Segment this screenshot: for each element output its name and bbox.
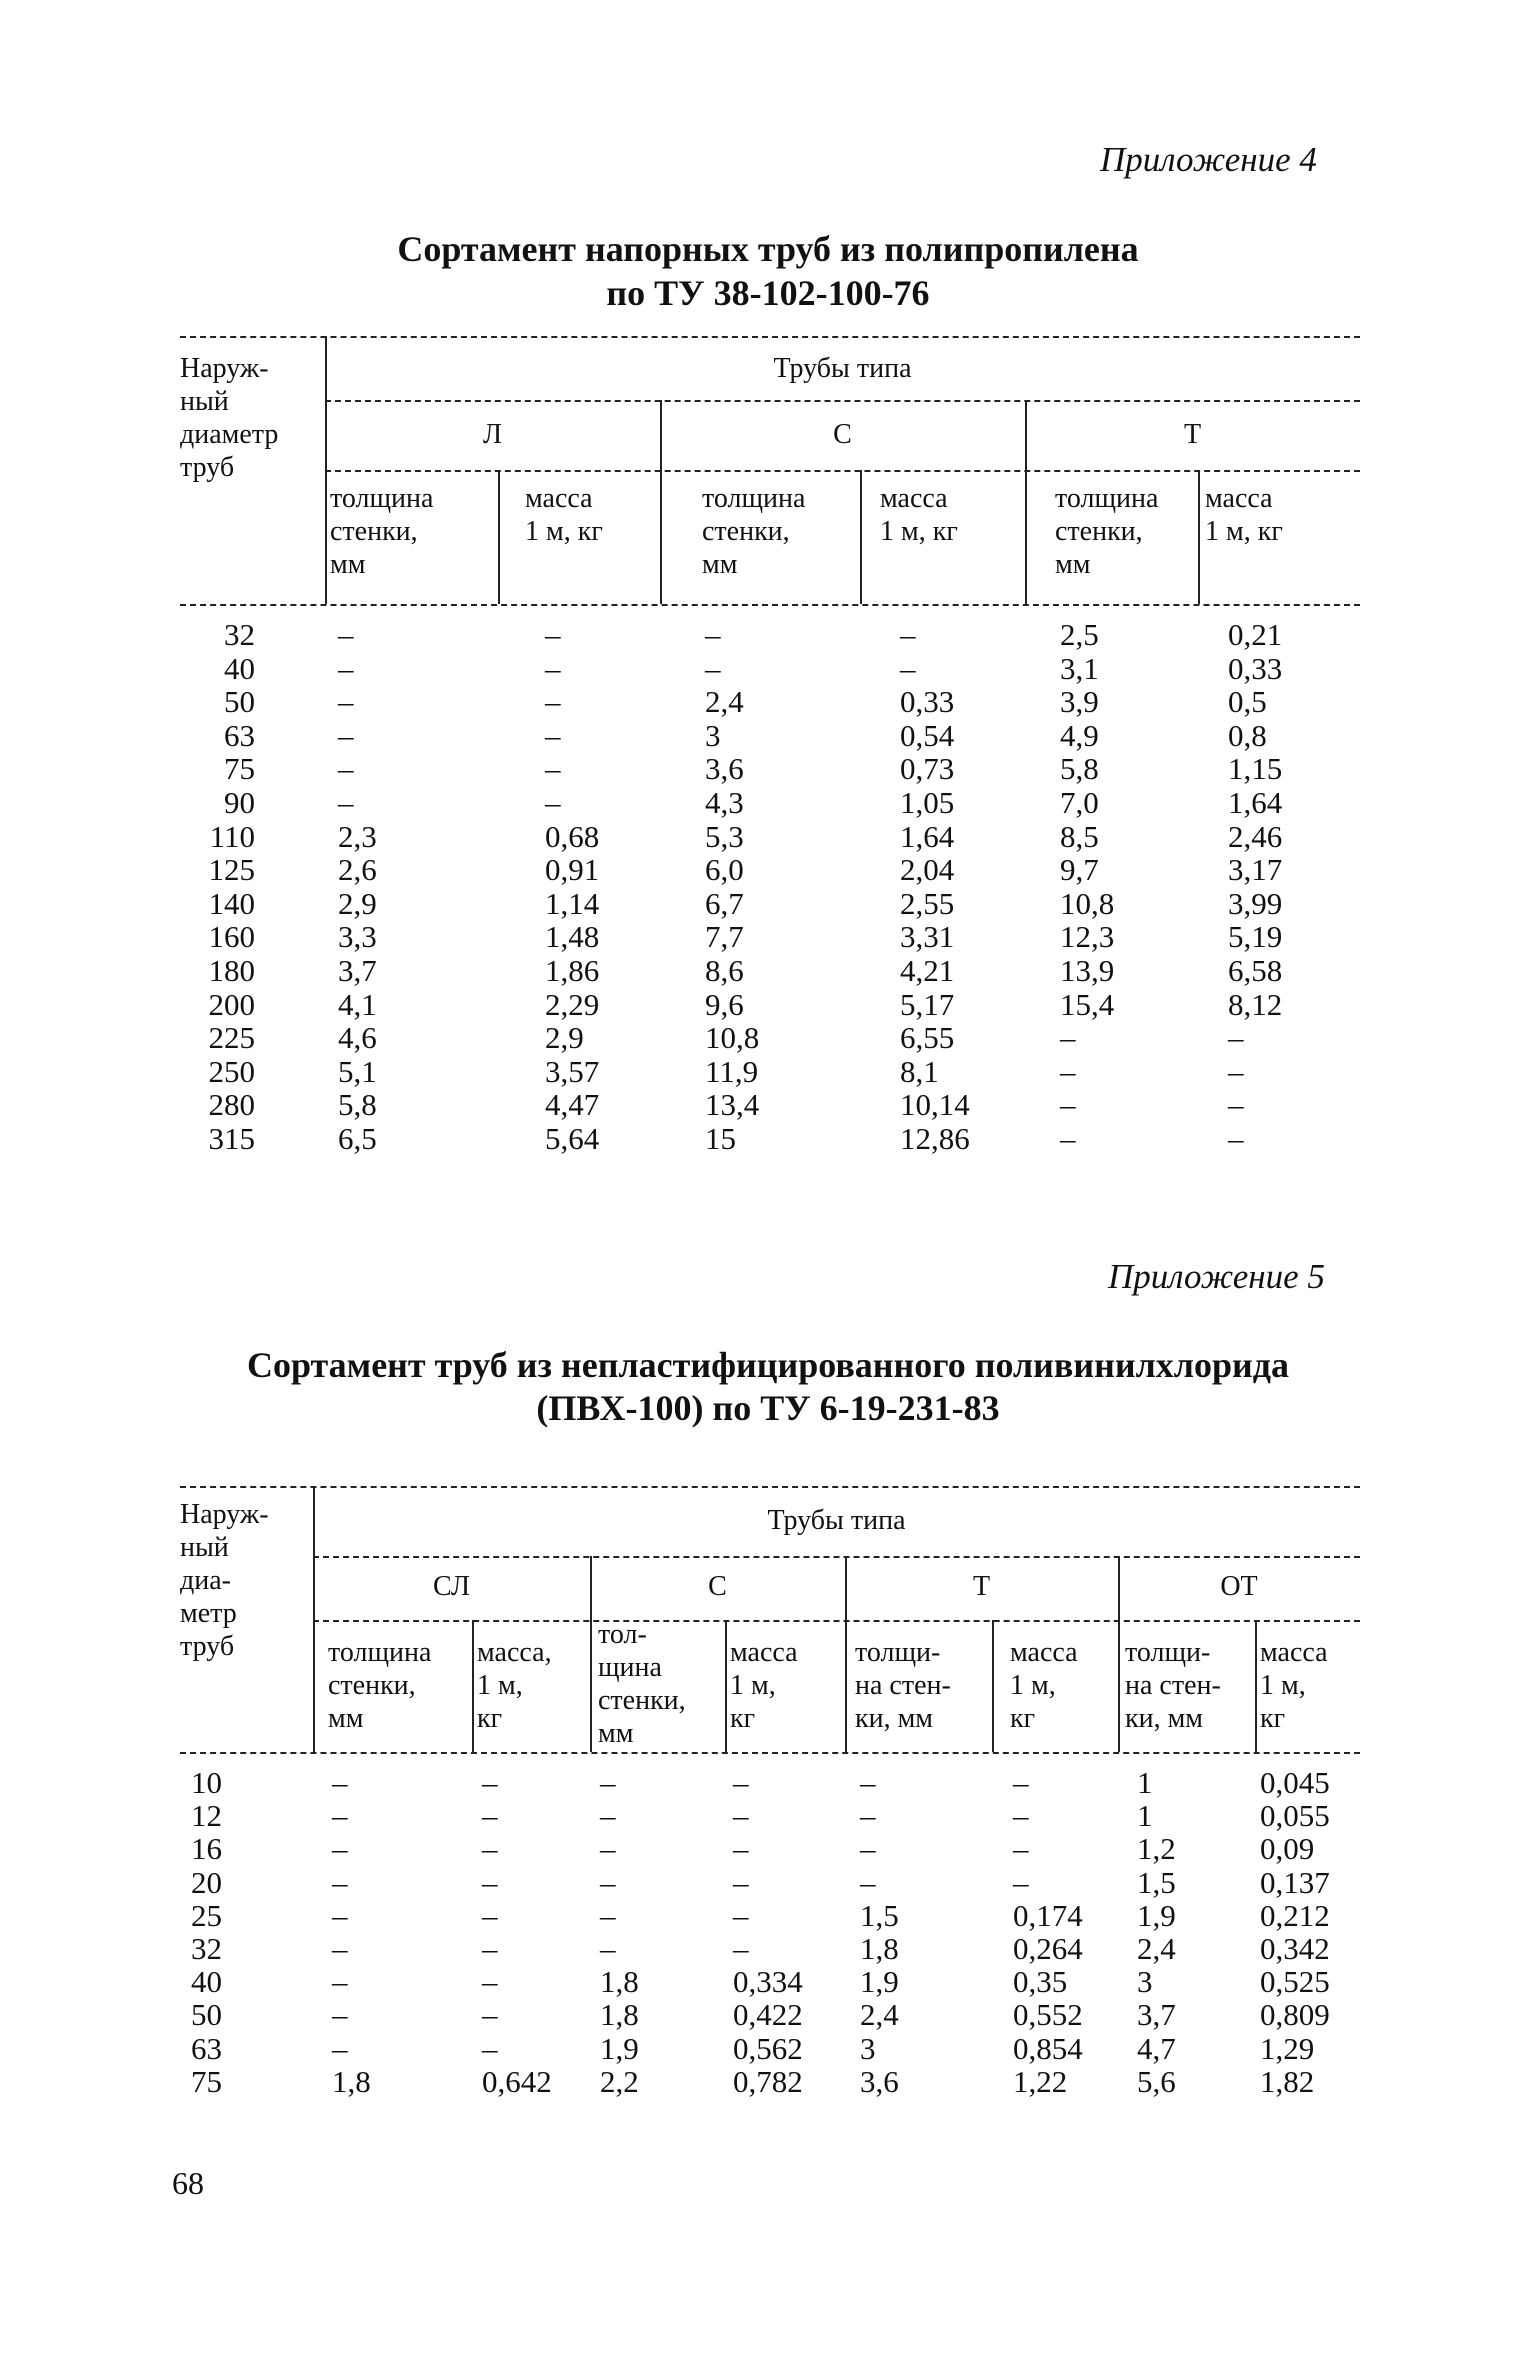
value-cell: – bbox=[482, 1798, 498, 1834]
value-cell: – bbox=[1013, 1831, 1029, 1867]
value-cell: – bbox=[332, 1798, 348, 1834]
value-cell: 4,3 bbox=[705, 785, 744, 820]
value-cell: 10,8 bbox=[705, 1020, 760, 1056]
value-cell: – bbox=[332, 1765, 348, 1800]
value-cell: 2,3 bbox=[338, 818, 377, 854]
page-number: 68 bbox=[172, 2165, 204, 2201]
value-cell: – bbox=[733, 1798, 749, 1834]
value-cell: – bbox=[1060, 1020, 1076, 1056]
value-cell: – bbox=[733, 1897, 749, 1933]
diameter-cell: 200 bbox=[208, 986, 255, 1022]
value-cell: 8,1 bbox=[900, 1053, 939, 1089]
appendix-4-header-sub: толщина стенки, мм bbox=[702, 483, 806, 580]
value-cell: – bbox=[600, 1931, 616, 1966]
value-cell: 1,48 bbox=[545, 919, 600, 955]
value-cell: 0,09 bbox=[1260, 1831, 1315, 1867]
value-cell: 0,552 bbox=[1013, 1997, 1083, 2033]
value-cell: 3 bbox=[705, 717, 721, 753]
diameter-cell: 180 bbox=[208, 953, 255, 988]
value-cell: – bbox=[545, 751, 561, 787]
value-cell: 0,854 bbox=[1013, 2030, 1083, 2066]
diameter-cell: 12 bbox=[191, 1798, 222, 1834]
appendix-5-header-sub: масса 1 м, кг bbox=[1010, 1637, 1078, 1734]
value-cell: 3,3 bbox=[338, 919, 377, 955]
value-cell: 7,0 bbox=[1060, 785, 1099, 820]
appendix-5-label: Приложение 5 bbox=[1108, 1257, 1325, 1296]
value-cell: 1,2 bbox=[1137, 1831, 1176, 1867]
value-cell: 1,86 bbox=[545, 953, 600, 988]
value-cell: 3,6 bbox=[705, 751, 744, 787]
value-cell: 3,6 bbox=[860, 2063, 899, 2099]
value-cell: – bbox=[482, 1931, 498, 1966]
appendix-5-header-type-s: С bbox=[708, 1571, 727, 1602]
value-cell: 9,7 bbox=[1060, 852, 1099, 888]
appendix-4-header-sub: толщина стенки, мм bbox=[1055, 483, 1159, 580]
value-cell: – bbox=[1228, 1053, 1244, 1089]
value-cell: 7,7 bbox=[705, 919, 744, 955]
appendix-4-header-type-l: Л bbox=[483, 419, 502, 450]
value-cell: – bbox=[338, 785, 354, 820]
value-cell: – bbox=[733, 1864, 749, 1900]
value-cell: – bbox=[1228, 1087, 1244, 1123]
diameter-cell: 90 bbox=[224, 785, 255, 820]
appendix-5-header-sub: масса 1 м, кг bbox=[1260, 1637, 1328, 1734]
value-cell: – bbox=[482, 1897, 498, 1933]
value-cell: 0,525 bbox=[1260, 1964, 1330, 2000]
value-cell: – bbox=[482, 1765, 498, 1800]
appendix-5-header-type-ot: ОТ bbox=[1220, 1571, 1258, 1602]
value-cell: 0,174 bbox=[1013, 1897, 1083, 1933]
value-cell: 0,8 bbox=[1228, 717, 1267, 753]
value-cell: 4,47 bbox=[545, 1087, 600, 1123]
value-cell: 1,22 bbox=[1013, 2063, 1068, 2099]
value-cell: 0,5 bbox=[1228, 684, 1267, 720]
value-cell: 15 bbox=[705, 1121, 736, 1156]
appendix-4-table bbox=[180, 330, 1360, 1160]
value-cell: 1,9 bbox=[1137, 1897, 1176, 1933]
value-cell: 1,14 bbox=[545, 885, 600, 921]
value-cell: 0,91 bbox=[545, 852, 600, 888]
diameter-cell: 110 bbox=[209, 818, 255, 854]
value-cell: – bbox=[733, 1931, 749, 1966]
value-cell: – bbox=[860, 1798, 876, 1834]
value-cell: – bbox=[1060, 1087, 1076, 1123]
value-cell: – bbox=[900, 650, 916, 686]
value-cell: 0,334 bbox=[733, 1964, 803, 2000]
appendix-4-header-sub: толщина стенки, мм bbox=[330, 483, 434, 580]
value-cell: 2,04 bbox=[900, 852, 955, 888]
appendix-4-header-type-t: Т bbox=[1183, 419, 1202, 450]
appendix-5-title-line2: (ПВХ-100) по ТУ 6-19-231-83 bbox=[536, 1388, 1000, 1428]
value-cell: 2,4 bbox=[860, 1997, 899, 2033]
value-cell: 4,7 bbox=[1137, 2030, 1176, 2066]
value-cell: 6,55 bbox=[900, 1020, 955, 1056]
value-cell: 5,8 bbox=[1060, 751, 1099, 787]
value-cell: 1,05 bbox=[900, 785, 955, 820]
value-cell: 13,4 bbox=[705, 1087, 760, 1123]
value-cell: – bbox=[482, 2030, 498, 2066]
value-cell: 9,6 bbox=[705, 986, 744, 1022]
value-cell: 2,6 bbox=[338, 852, 377, 888]
value-cell: 2,4 bbox=[705, 684, 744, 720]
appendix-4-title-line2: по ТУ 38-102-100-76 bbox=[606, 273, 930, 313]
value-cell: 0,21 bbox=[1228, 617, 1283, 652]
value-cell: 3 bbox=[1137, 1964, 1153, 2000]
diameter-cell: 225 bbox=[208, 1020, 255, 1056]
value-cell: 11,9 bbox=[705, 1053, 759, 1089]
diameter-cell: 50 bbox=[224, 684, 255, 720]
value-cell: 5,64 bbox=[545, 1121, 600, 1156]
value-cell: 4,21 bbox=[900, 953, 955, 988]
value-cell: 3,7 bbox=[338, 953, 377, 988]
value-cell: 0,68 bbox=[545, 818, 600, 854]
value-cell: – bbox=[1060, 1053, 1076, 1089]
value-cell: 2,5 bbox=[1060, 617, 1099, 652]
value-cell: 13,9 bbox=[1060, 953, 1115, 988]
value-cell: 0,33 bbox=[1228, 650, 1283, 686]
value-cell: – bbox=[545, 717, 561, 753]
value-cell: – bbox=[338, 684, 354, 720]
value-cell: 1,8 bbox=[860, 1931, 899, 1966]
appendix-5-header-sub: масса 1 м, кг bbox=[730, 1637, 798, 1734]
value-cell: 0,35 bbox=[1013, 1964, 1068, 2000]
diameter-cell: 20 bbox=[191, 1864, 222, 1900]
value-cell: – bbox=[860, 1864, 876, 1900]
value-cell: 3,17 bbox=[1228, 852, 1283, 888]
value-cell: 6,7 bbox=[705, 885, 744, 921]
value-cell: 1,64 bbox=[900, 818, 955, 854]
value-cell: 1,15 bbox=[1228, 751, 1283, 787]
value-cell: 8,5 bbox=[1060, 818, 1099, 854]
value-cell: – bbox=[338, 751, 354, 787]
value-cell: 6,58 bbox=[1228, 953, 1283, 988]
value-cell: 3,57 bbox=[545, 1053, 600, 1089]
appendix-5-header-group: Трубы типа bbox=[767, 1505, 906, 1536]
value-cell: – bbox=[332, 1997, 348, 2033]
value-cell: 2,55 bbox=[900, 885, 955, 921]
value-cell: 5,6 bbox=[1137, 2063, 1176, 2099]
value-cell: – bbox=[545, 617, 561, 652]
value-cell: – bbox=[1228, 1020, 1244, 1056]
value-cell: 0,045 bbox=[1260, 1765, 1330, 1800]
value-cell: – bbox=[545, 785, 561, 820]
appendix-5-header-sub: толщина стенки, мм bbox=[328, 1637, 432, 1734]
value-cell: – bbox=[733, 1831, 749, 1867]
diameter-cell: 32 bbox=[191, 1931, 222, 1966]
value-cell: – bbox=[332, 1831, 348, 1867]
value-cell: 1,5 bbox=[860, 1897, 899, 1933]
appendix-4-label: Приложение 4 bbox=[1100, 140, 1317, 179]
value-cell: – bbox=[545, 684, 561, 720]
value-cell: 3,7 bbox=[1137, 1997, 1176, 2033]
value-cell: 5,3 bbox=[705, 818, 744, 854]
diameter-cell: 280 bbox=[208, 1087, 255, 1123]
diameter-cell: 40 bbox=[191, 1964, 222, 2000]
diameter-cell: 63 bbox=[224, 717, 255, 753]
value-cell: 12,3 bbox=[1060, 919, 1115, 955]
value-cell: – bbox=[338, 617, 354, 652]
value-cell: 0,642 bbox=[482, 2063, 552, 2099]
diameter-cell: 10 bbox=[191, 1765, 222, 1800]
value-cell: 2,2 bbox=[600, 2063, 639, 2099]
value-cell: 4,1 bbox=[338, 986, 377, 1022]
value-cell: – bbox=[332, 1964, 348, 2000]
value-cell: – bbox=[332, 2030, 348, 2066]
diameter-cell: 315 bbox=[208, 1121, 255, 1156]
value-cell: 5,19 bbox=[1228, 919, 1283, 955]
value-cell: – bbox=[600, 1831, 616, 1867]
value-cell: 1 bbox=[1137, 1765, 1153, 1800]
diameter-cell: 125 bbox=[208, 852, 255, 888]
value-cell: 1,64 bbox=[1228, 785, 1283, 820]
diameter-cell: 50 bbox=[191, 1997, 222, 2033]
value-cell: 2,9 bbox=[338, 885, 377, 921]
value-cell: 3,1 bbox=[1060, 650, 1099, 686]
value-cell: 0,809 bbox=[1260, 1997, 1330, 2033]
diameter-cell: 63 bbox=[191, 2030, 222, 2066]
value-cell: 10,14 bbox=[900, 1087, 970, 1123]
value-cell: 1,8 bbox=[332, 2063, 371, 2099]
value-cell: 4,6 bbox=[338, 1020, 377, 1056]
value-cell: 0,264 bbox=[1013, 1931, 1083, 1966]
value-cell: 15,4 bbox=[1060, 986, 1115, 1022]
value-cell: 0,782 bbox=[733, 2063, 803, 2099]
appendix-4-title-line1: Сортамент напорных труб из полипропилена bbox=[397, 229, 1139, 269]
value-cell: 10,8 bbox=[1060, 885, 1115, 921]
value-cell: 8,6 bbox=[705, 953, 744, 988]
value-cell: 1,82 bbox=[1260, 2063, 1315, 2099]
diameter-cell: 32 bbox=[224, 617, 255, 652]
value-cell: 1,5 bbox=[1137, 1864, 1176, 1900]
value-cell: – bbox=[860, 1831, 876, 1867]
value-cell: – bbox=[482, 1864, 498, 1900]
value-cell: 4,9 bbox=[1060, 717, 1099, 753]
value-cell: 6,0 bbox=[705, 852, 744, 888]
diameter-cell: 16 bbox=[191, 1831, 222, 1867]
value-cell: 2,4 bbox=[1137, 1931, 1176, 1966]
value-cell: – bbox=[338, 650, 354, 686]
value-cell: 1,8 bbox=[600, 1964, 639, 2000]
appendix-4-header-sub: масса 1 м, кг bbox=[525, 483, 603, 547]
value-cell: 1,9 bbox=[600, 2030, 639, 2066]
diameter-cell: 250 bbox=[208, 1053, 255, 1089]
appendix-4-header-diameter: Наруж- ный диаметр труб bbox=[180, 353, 279, 483]
value-cell: – bbox=[482, 1964, 498, 2000]
value-cell: 2,29 bbox=[545, 986, 600, 1022]
value-cell: – bbox=[332, 1864, 348, 1900]
value-cell: 8,12 bbox=[1228, 986, 1283, 1022]
diameter-cell: 140 bbox=[208, 885, 255, 921]
value-cell: – bbox=[482, 1997, 498, 2033]
value-cell: – bbox=[705, 650, 721, 686]
value-cell: – bbox=[600, 1897, 616, 1933]
appendix-4-header-group: Трубы типа bbox=[773, 353, 912, 384]
value-cell: 0,212 bbox=[1260, 1897, 1330, 1933]
diameter-cell: 40 bbox=[224, 650, 255, 686]
value-cell: 0,422 bbox=[733, 1997, 803, 2033]
value-cell: – bbox=[733, 1765, 749, 1800]
value-cell: 3,99 bbox=[1228, 885, 1283, 921]
appendix-5-table bbox=[180, 1480, 1360, 2120]
value-cell: 3,31 bbox=[900, 919, 955, 955]
appendix-5-header-type-t: Т bbox=[972, 1571, 991, 1602]
value-cell: – bbox=[545, 650, 561, 686]
appendix-5-header-diameter: Наруж- ный диа- метр труб bbox=[180, 1499, 269, 1662]
value-cell: – bbox=[482, 1831, 498, 1867]
value-cell: – bbox=[705, 617, 721, 652]
value-cell: 2,46 bbox=[1228, 818, 1283, 854]
value-cell: 0,342 bbox=[1260, 1931, 1330, 1966]
value-cell: – bbox=[338, 717, 354, 753]
value-cell: – bbox=[600, 1765, 616, 1800]
value-cell: 1,9 bbox=[860, 1964, 899, 2000]
value-cell: – bbox=[1060, 1121, 1076, 1156]
value-cell: 3,9 bbox=[1060, 684, 1099, 720]
diameter-cell: 75 bbox=[224, 751, 255, 787]
appendix-5-header-sub: масса, 1 м, кг bbox=[477, 1637, 552, 1734]
value-cell: 3 bbox=[860, 2030, 876, 2066]
appendix-5-title-line1: Сортамент труб из непластифицированного поливинилхлорида bbox=[247, 1345, 1289, 1385]
appendix-4-header-sub: масса 1 м, кг bbox=[1205, 483, 1283, 547]
value-cell: 0,54 bbox=[900, 717, 955, 753]
appendix-5-header-sub: толщи- на стен- ки, мм bbox=[855, 1637, 951, 1734]
value-cell: 0,562 bbox=[733, 2030, 803, 2066]
diameter-cell: 25 bbox=[191, 1897, 222, 1933]
value-cell: 1 bbox=[1137, 1798, 1153, 1834]
value-cell: 0,33 bbox=[900, 684, 955, 720]
value-cell: 0,73 bbox=[900, 751, 955, 787]
value-cell: – bbox=[1013, 1765, 1029, 1800]
value-cell: – bbox=[600, 1798, 616, 1834]
appendix-4-header-sub: масса 1 м, кг bbox=[880, 483, 958, 547]
appendix-4-header-type-s: С bbox=[833, 419, 852, 450]
value-cell: 12,86 bbox=[900, 1121, 970, 1156]
value-cell: 6,5 bbox=[338, 1121, 377, 1156]
appendix-5-header-sub: толщи- на стен- ки, мм bbox=[1125, 1637, 1221, 1734]
value-cell: – bbox=[1013, 1798, 1029, 1834]
diameter-cell: 75 bbox=[191, 2063, 222, 2099]
value-cell: – bbox=[900, 617, 916, 652]
value-cell: – bbox=[1013, 1864, 1029, 1900]
value-cell: – bbox=[332, 1897, 348, 1933]
value-cell: 5,17 bbox=[900, 986, 955, 1022]
value-cell: – bbox=[860, 1765, 876, 1800]
value-cell: 2,9 bbox=[545, 1020, 584, 1056]
value-cell: – bbox=[1228, 1121, 1244, 1156]
diameter-cell: 160 bbox=[208, 919, 255, 955]
value-cell: – bbox=[600, 1864, 616, 1900]
value-cell: 1,29 bbox=[1260, 2030, 1315, 2066]
appendix-5-header-sub: тол- щина стенки, мм bbox=[598, 1619, 686, 1749]
value-cell: 0,055 bbox=[1260, 1798, 1330, 1834]
appendix-5-header-type-sl: СЛ bbox=[433, 1571, 470, 1602]
value-cell: 0,137 bbox=[1260, 1864, 1330, 1900]
value-cell: 1,8 bbox=[600, 1997, 639, 2033]
value-cell: 5,8 bbox=[338, 1087, 377, 1123]
value-cell: 5,1 bbox=[338, 1053, 377, 1089]
value-cell: – bbox=[332, 1931, 348, 1966]
